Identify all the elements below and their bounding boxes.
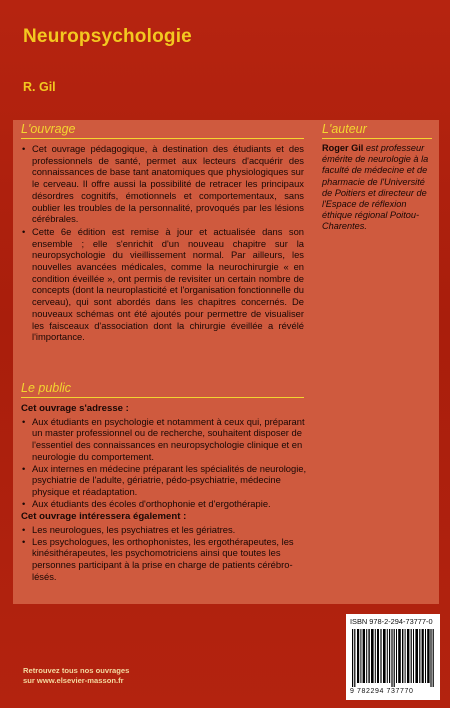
public-heading-rule [21, 397, 304, 398]
public-item: • Aux étudiants en psychologie et notamment à ceux qui, préparant un master professionnel ou de recherche, souhaitent disposer de l'essentiel des connaissances en neuropsychologie clinique et en neurologie du comportement. [21, 416, 311, 463]
ouvrage-heading-rule [21, 138, 304, 139]
promo-line-1: Retrouvez tous nos ouvrages [23, 666, 130, 675]
public-item: • Les psychologues, les orthophonistes, les ergothérapeutes, les kinésithérapeutes, les psychomotriciens ainsi que toutes les personnes participant à la prise en charge de patients cérébro-lésés. [21, 536, 311, 583]
author-bio-text: est professeur émérite de neurologie à la faculté de médecine et de pharmacie de l'Université de Poitiers et directeur de l'Espace de réflexion éthique régional Poitou-Charentes. [322, 143, 429, 232]
auteur-heading: L'auteur [322, 122, 367, 136]
book-author: R. Gil [23, 80, 56, 94]
book-title: Neuropsychologie [23, 26, 192, 47]
ouvrage-text [21, 143, 304, 344]
promo-line-2: sur www.elsevier-masson.fr [23, 676, 124, 685]
author-name: Roger Gil [322, 143, 364, 153]
public-lead-1: Cet ouvrage s'adresse : [21, 403, 129, 414]
barcode-digits: 9 782294 737770 [350, 688, 414, 695]
ouvrage-heading: L'ouvrage [21, 122, 76, 136]
public-item: • Les neurologues, les psychiatres et les gériatres. [21, 524, 311, 536]
auteur-heading-rule [322, 138, 432, 139]
isbn-barcode-box [346, 614, 440, 700]
ouvrage-paragraph: • Cette 6e édition est remise à jour et actualisée dans son ensemble ; elle s'enrichit d'un nouveau chapitre sur la neuropsychologie du vieillissement normal. Par ailleurs, les nouvelles avancées médicales, comme la neurochirurgie « en condition éveillée », ont permis de revisiter un certain nombre de concepts (dont la neuroplasticité et l'organisation fonctionnelle du cerveau), qui sont abordés dans les chapitres concernés. De nouveaux schémas ont été ajoutés pour permettre de visualiser les faisceaux d'association dont la chirurgie éveillée a révélé l'importance. [21, 226, 304, 343]
isbn-label: ISBN 978-2-294-73777-0 [350, 617, 433, 626]
public-item: • Aux internes en médecine préparant les spécialités de neurologie, psychiatrie de l'adulte, gériatrie, pédo-psychiatrie, médecine physique et réadaptation. [21, 463, 311, 498]
author-bio [322, 143, 436, 233]
public-item: • Aux étudiants des écoles d'orthophonie et d'ergothérapie. [21, 498, 311, 510]
public-lead-2: Cet ouvrage intéressera également : [21, 511, 187, 523]
promo-text [23, 666, 129, 686]
barcode-icon [352, 629, 434, 687]
public-text [21, 401, 311, 583]
public-heading: Le public [21, 381, 72, 395]
ouvrage-paragraph: • Cet ouvrage pédagogique, à destination des étudiants et des professionnels de santé, permet aux lecteurs d'acquérir des connaissances de base tant anatomiques que physiologiques sur le cerveau. Il offre aussi la possibilité de retracer les principaux désordres cognitifs, émotionnels et comportementaux, sans oublier les troubles de la personnalité, provoqués par les lésions cérébrales. [21, 143, 304, 225]
